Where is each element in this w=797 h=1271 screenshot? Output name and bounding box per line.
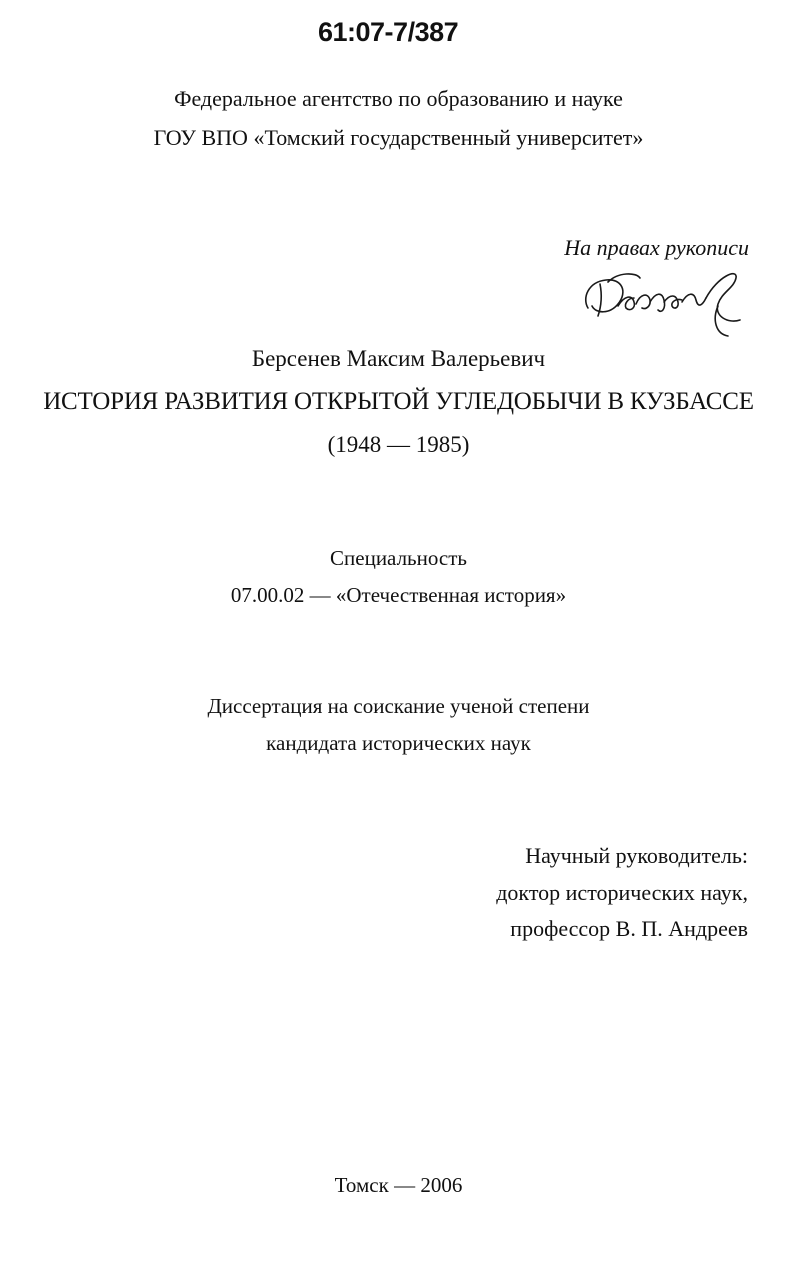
advisor-name: профессор В. П. Андреев [510,916,748,941]
degree-line-2: кандидата исторических наук [266,731,531,755]
advisor-degree: доктор исторических наук, [496,880,748,905]
university-name: ГОУ ВПО «Томский государственный университет» [153,125,644,150]
specialty-label: Специальность [330,546,467,570]
advisor-label: Научный руководитель: [525,843,748,868]
degree-line-1: Диссертация на соискание ученой степени [207,694,590,718]
author-name: Берсенев Максим Валерьевич [251,346,546,371]
dissertation-years: (1948 — 1985) [327,432,470,457]
specialty-code: 07.00.02 — «Отечественная история» [230,583,567,607]
dissertation-title: ИСТОРИЯ РАЗВИТИЯ ОТКРЫТОЙ УГЛЕДОБЫЧИ В КУЗБАССЕ [43,388,754,415]
place-and-year: Томск — 2006 [334,1173,463,1197]
catalog-number: 61:07-7/387 [318,17,459,47]
agency-name: Федеральное агентство по образованию и науке [174,86,623,111]
author-signature [578,262,748,342]
manuscript-rights-note: На правах рукописи [564,235,749,260]
